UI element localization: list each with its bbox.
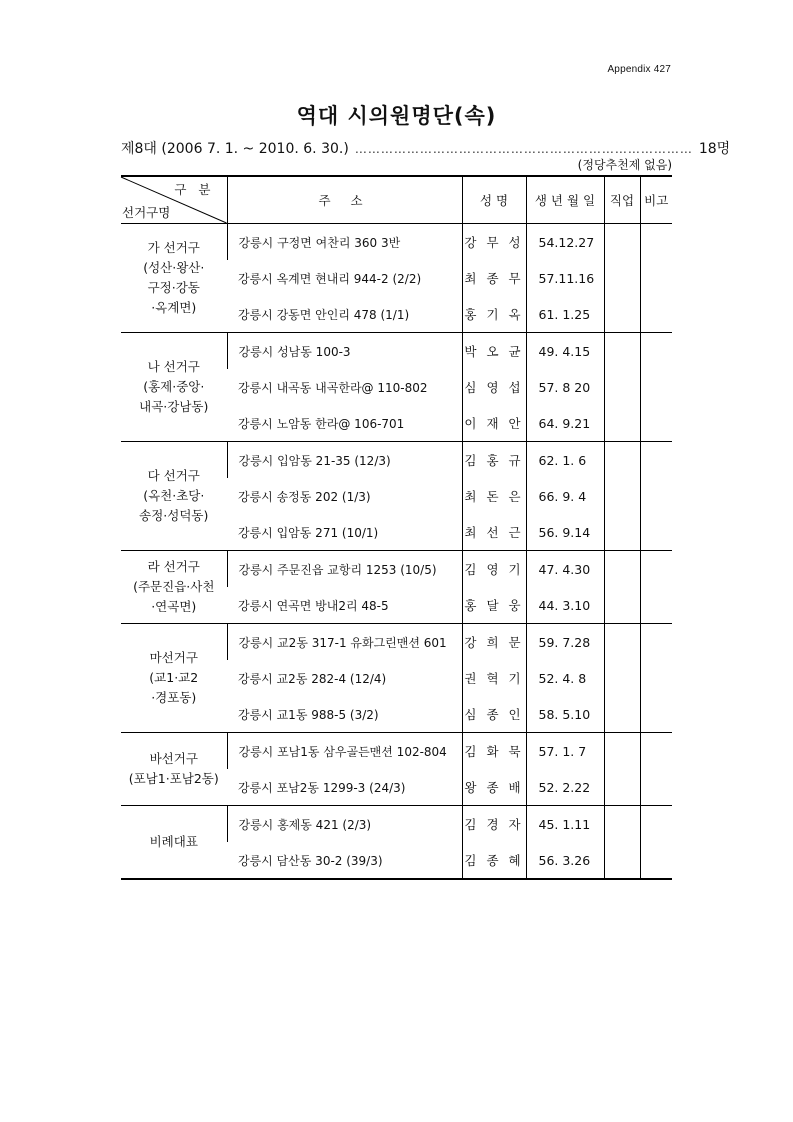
district-cell <box>121 333 227 442</box>
district-area: (교1·교2 ·경포동) <box>149 670 199 705</box>
member-address: 강릉시 성남동 100-3 <box>227 333 462 370</box>
member-job <box>604 660 640 696</box>
member-address: 강릉시 강동면 안인리 478 (1/1) <box>227 296 462 333</box>
member-remarks <box>640 696 672 733</box>
member-remarks <box>640 660 672 696</box>
page-header: Appendix 427 <box>607 64 671 75</box>
member-dob: 59. 7.28 <box>526 624 604 661</box>
member-job <box>604 842 640 879</box>
member-dob: 45. 1.11 <box>526 806 604 843</box>
member-remarks <box>640 733 672 770</box>
member-count: 18명 <box>698 141 731 157</box>
member-dob: 56. 9.14 <box>526 514 604 551</box>
member-address: 강릉시 입암동 21-35 (12/3) <box>227 442 462 479</box>
member-job <box>604 369 640 405</box>
member-name: 최 선 근 <box>462 514 526 551</box>
header-category: 구 분 <box>174 182 215 197</box>
member-address: 강릉시 구정면 여찬리 360 3반 <box>227 224 462 261</box>
page-title: 역대 시의원명단(속) <box>296 104 497 128</box>
district-name: 나 선거구 <box>147 359 200 374</box>
member-address: 강릉시 홍제동 421 (2/3) <box>227 806 462 843</box>
member-remarks <box>640 405 672 442</box>
member-dob: 61. 1.25 <box>526 296 604 333</box>
district-cell <box>121 624 227 733</box>
member-remarks <box>640 769 672 806</box>
member-remarks <box>640 296 672 333</box>
district-area: (옥천·초당· 송정·성덕동) <box>139 488 209 523</box>
member-job <box>604 333 640 370</box>
member-name: 김 화 묵 <box>462 733 526 770</box>
district-name: 마선거구 <box>149 650 198 665</box>
table-row <box>121 224 672 261</box>
member-name: 김 홍 규 <box>462 442 526 479</box>
member-address: 강릉시 포남2동 1299-3 (24/3) <box>227 769 462 806</box>
header-remarks: 비고 <box>640 176 672 224</box>
party-note: (정당추천제 없음) <box>577 158 672 172</box>
header-dob: 생 년 월 일 <box>526 176 604 224</box>
member-job <box>604 478 640 514</box>
member-remarks <box>640 224 672 261</box>
member-job <box>604 696 640 733</box>
member-address: 강릉시 노암동 한라@ 106-701 <box>227 405 462 442</box>
table-row <box>121 806 672 843</box>
member-name: 왕 종 배 <box>462 769 526 806</box>
district-area: (주문진읍·사천 ·연곡면) <box>133 579 215 614</box>
member-address: 강릉시 입암동 271 (10/1) <box>227 514 462 551</box>
district-area: (포남1·포남2동) <box>128 771 219 786</box>
header-category-cell <box>121 176 227 224</box>
member-name: 권 혁 기 <box>462 660 526 696</box>
member-remarks <box>640 551 672 588</box>
member-job <box>604 442 640 479</box>
member-name: 김 영 기 <box>462 551 526 588</box>
table-row <box>121 624 672 661</box>
district-cell <box>121 806 227 880</box>
member-job <box>604 587 640 624</box>
member-dob: 52. 4. 8 <box>526 660 604 696</box>
district-name: 라 선거구 <box>147 559 200 574</box>
header-job: 직업 <box>604 176 640 224</box>
member-name: 강 희 문 <box>462 624 526 661</box>
member-address: 강릉시 교2동 282-4 (12/4) <box>238 671 387 686</box>
member-name: 심 종 인 <box>462 696 526 733</box>
member-job <box>604 551 640 588</box>
district-cell <box>121 733 227 806</box>
member-address: 강릉시 송정동 202 (1/3) <box>238 489 371 504</box>
leader-dots: …………………………………………………………………… <box>354 142 693 156</box>
member-job <box>604 405 640 442</box>
district-name: 다 선거구 <box>147 468 200 483</box>
table-row <box>121 333 672 370</box>
member-dob: 47. 4.30 <box>526 551 604 588</box>
member-remarks <box>640 333 672 370</box>
district-cell <box>121 224 227 333</box>
member-dob: 58. 5.10 <box>526 696 604 733</box>
member-dob: 54.12.27 <box>526 224 604 261</box>
member-address: 강릉시 포남1동 삼우골든맨션 102-804 <box>227 733 462 770</box>
member-job <box>604 260 640 296</box>
table-row <box>121 551 672 588</box>
member-remarks <box>640 587 672 624</box>
member-remarks <box>640 478 672 514</box>
member-remarks <box>640 806 672 843</box>
member-name: 강 무 성 <box>462 224 526 261</box>
table-row <box>121 442 672 479</box>
member-name: 김 종 혜 <box>462 842 526 879</box>
district-name: 바선거구 <box>149 751 198 766</box>
member-name: 홍 달 웅 <box>462 587 526 624</box>
member-job <box>604 806 640 843</box>
header-district: 선거구명 <box>122 205 171 220</box>
district-cell <box>121 442 227 551</box>
member-dob: 64. 9.21 <box>526 405 604 442</box>
table-header-row <box>121 176 672 224</box>
member-remarks <box>640 842 672 879</box>
member-name: 이 재 안 <box>462 405 526 442</box>
term-line <box>121 138 731 158</box>
member-address: 강릉시 내곡동 내곡한라@ 110-802 <box>238 380 428 395</box>
member-job <box>604 733 640 770</box>
member-dob: 49. 4.15 <box>526 333 604 370</box>
term-label: 제8대 (2006 7. 1. ~ 2010. 6. 30.) <box>121 141 349 157</box>
member-address: 강릉시 주문진읍 교항리 1253 (10/5) <box>227 551 462 588</box>
member-name: 홍 기 옥 <box>462 296 526 333</box>
member-remarks <box>640 514 672 551</box>
member-dob: 62. 1. 6 <box>526 442 604 479</box>
member-address: 강릉시 연곡면 방내2리 48-5 <box>227 587 462 624</box>
member-dob: 56. 3.26 <box>526 842 604 879</box>
header-name: 성 명 <box>462 176 526 224</box>
council-roster-table <box>121 175 672 880</box>
district-area: (성산·왕산· 구정·강동 ·옥계면) <box>143 260 205 315</box>
member-job <box>604 296 640 333</box>
member-address: 강릉시 교2동 317-1 유화그린맨션 601 <box>227 624 462 661</box>
member-dob: 52. 2.22 <box>526 769 604 806</box>
member-remarks <box>640 260 672 296</box>
member-name: 김 경 자 <box>462 806 526 843</box>
member-dob: 57. 1. 7 <box>526 733 604 770</box>
member-job <box>604 769 640 806</box>
member-address: 강릉시 옥계면 현내리 944-2 (2/2) <box>238 271 422 286</box>
member-remarks <box>640 624 672 661</box>
member-address: 강릉시 교1동 988-5 (3/2) <box>227 696 462 733</box>
member-job <box>604 514 640 551</box>
member-address: 강릉시 담산동 30-2 (39/3) <box>227 842 462 879</box>
district-cell <box>121 551 227 624</box>
district-area: (홍제·중앙· 내곡·강남동) <box>139 379 209 414</box>
member-remarks <box>640 369 672 405</box>
district-name: 비례대표 <box>149 834 198 849</box>
member-dob: 57.11.16 <box>526 260 604 296</box>
district-name: 가 선거구 <box>147 240 200 255</box>
member-name: 박 오 균 <box>462 333 526 370</box>
member-name: 최 종 무 <box>462 260 526 296</box>
member-name: 심 영 섭 <box>462 369 526 405</box>
member-job <box>604 624 640 661</box>
member-job <box>604 224 640 261</box>
member-name: 최 돈 은 <box>462 478 526 514</box>
member-dob: 44. 3.10 <box>526 587 604 624</box>
member-dob: 57. 8 20 <box>526 369 604 405</box>
member-dob: 66. 9. 4 <box>526 478 604 514</box>
table-row <box>121 733 672 770</box>
header-address: 주 소 <box>227 176 462 224</box>
member-remarks <box>640 442 672 479</box>
